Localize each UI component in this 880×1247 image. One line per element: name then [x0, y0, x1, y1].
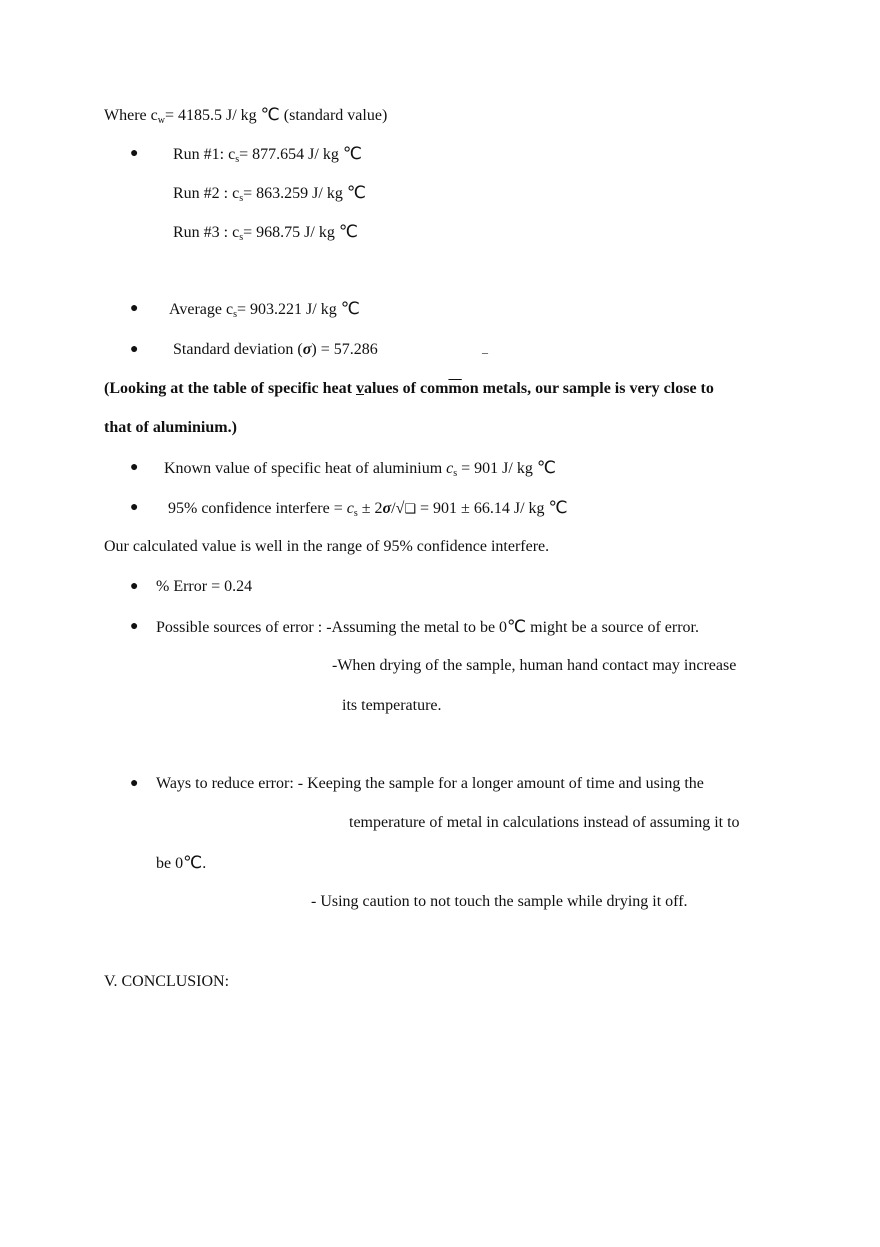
average-value: = 903.221 J/ kg [237, 301, 341, 318]
note-text: on metals, our sample is very close to [461, 380, 714, 397]
ways-line-3 [156, 853, 206, 874]
subscript: s [235, 154, 240, 165]
ways-line-2: temperature of metal in calculations instead of assuming it to [349, 814, 740, 831]
c-symbol: c [346, 500, 354, 517]
run-value: = 877.654 J/ kg [239, 146, 343, 163]
known-value-line [164, 458, 556, 484]
plus-minus: ± 2 [357, 500, 383, 517]
ways-line-4: - Using caution to not touch the sample while drying it off. [311, 893, 688, 910]
degree-celsius-symbol: ℃ [346, 183, 366, 203]
ci-label: 95% confidence interfere = [168, 500, 347, 517]
degree-celsius-symbol: ℃ [338, 222, 358, 242]
note-line-2: that of aluminium.) [104, 419, 237, 436]
ci-value: = 901 ± 66.14 J/ kg [416, 500, 549, 517]
bullet-icon: ● [130, 342, 139, 357]
degree-celsius-symbol: ℃ [536, 458, 556, 478]
note-text: (Looking at the table of specific heat [104, 380, 356, 397]
box-icon: ❑ [404, 502, 417, 517]
sources-text: Possible sources of error : -Assuming the metal to be 0 [156, 619, 508, 636]
note: (standard value) [279, 107, 388, 124]
degree-celsius-symbol: ℃ [342, 144, 362, 164]
sources-line-3: its temperature. [342, 697, 442, 714]
run-3-line [173, 222, 358, 248]
run-2-line [173, 183, 366, 209]
sources-line-1 [156, 617, 699, 638]
average-line [169, 299, 360, 325]
subscript: s [453, 468, 458, 479]
sigma-symbol: σ [302, 341, 312, 358]
subscript: s [353, 508, 358, 519]
text: Where c [104, 107, 158, 124]
run-label: Run #1: c [173, 146, 236, 163]
run-label: Run #3 : c [173, 224, 240, 241]
conclusion-heading: V. CONCLUSION: [104, 973, 230, 990]
degree-celsius-symbol: ℃ [548, 498, 568, 518]
ways-line-1: Ways to reduce error: - Keeping the sample for a longer amount of time and using the [156, 775, 704, 792]
known-label: Known value of specific heat of aluminium [164, 460, 447, 477]
note-text: $\overline{m}$ [448, 380, 462, 397]
subscript: w [157, 115, 165, 126]
average-label: Average c [169, 301, 234, 318]
known-value: = 901 J/ kg [457, 460, 537, 477]
subscript: s [233, 309, 238, 320]
degree-celsius-symbol: ℃ [507, 617, 527, 637]
bullet-icon: ● [130, 460, 139, 475]
value: = 4185.5 J/ kg [164, 107, 261, 124]
bullet-icon: ● [130, 619, 139, 634]
run-value: = 968.75 J/ kg [243, 224, 339, 241]
sources-line-2: -When drying of the sample, human hand contact may increase [332, 657, 737, 674]
c-symbol: c [446, 460, 454, 477]
sigma-symbol: σ [382, 500, 392, 517]
sqrt-symbol: /√ [391, 500, 405, 517]
run-label: Run #2 : c [173, 185, 240, 202]
stray-mark: _ [482, 341, 488, 355]
degree-celsius-symbol: ℃ [183, 853, 203, 873]
bullet-icon: ● [130, 146, 139, 161]
ways-text: be 0 [156, 855, 184, 872]
note-text: v [355, 380, 364, 397]
standard-value-line [104, 105, 387, 131]
stddev-line [173, 340, 378, 360]
note-line-1 [104, 379, 714, 399]
degree-celsius-symbol: ℃ [340, 299, 360, 319]
ways-text: . [202, 855, 207, 872]
subscript: s [239, 193, 244, 204]
subscript: s [239, 232, 244, 243]
range-text: Our calculated value is well in the range of 95% confidence interfere. [104, 538, 550, 555]
bullet-icon: ● [130, 301, 139, 316]
bullet-icon: ● [130, 500, 139, 515]
bullet-icon: ● [130, 776, 139, 791]
run-1-line [173, 144, 362, 170]
degree-celsius-symbol: ℃ [260, 105, 280, 125]
note-text: alues of com [363, 380, 449, 397]
sources-text: might be a source of error. [526, 619, 699, 636]
bullet-icon: ● [130, 579, 139, 594]
run-value: = 863.259 J/ kg [243, 185, 347, 202]
confidence-line [168, 498, 568, 524]
stddev-value: ) = 57.286 [311, 341, 378, 358]
stddev-label: Standard deviation ( [173, 341, 303, 358]
error-line: % Error = 0.24 [156, 578, 253, 595]
